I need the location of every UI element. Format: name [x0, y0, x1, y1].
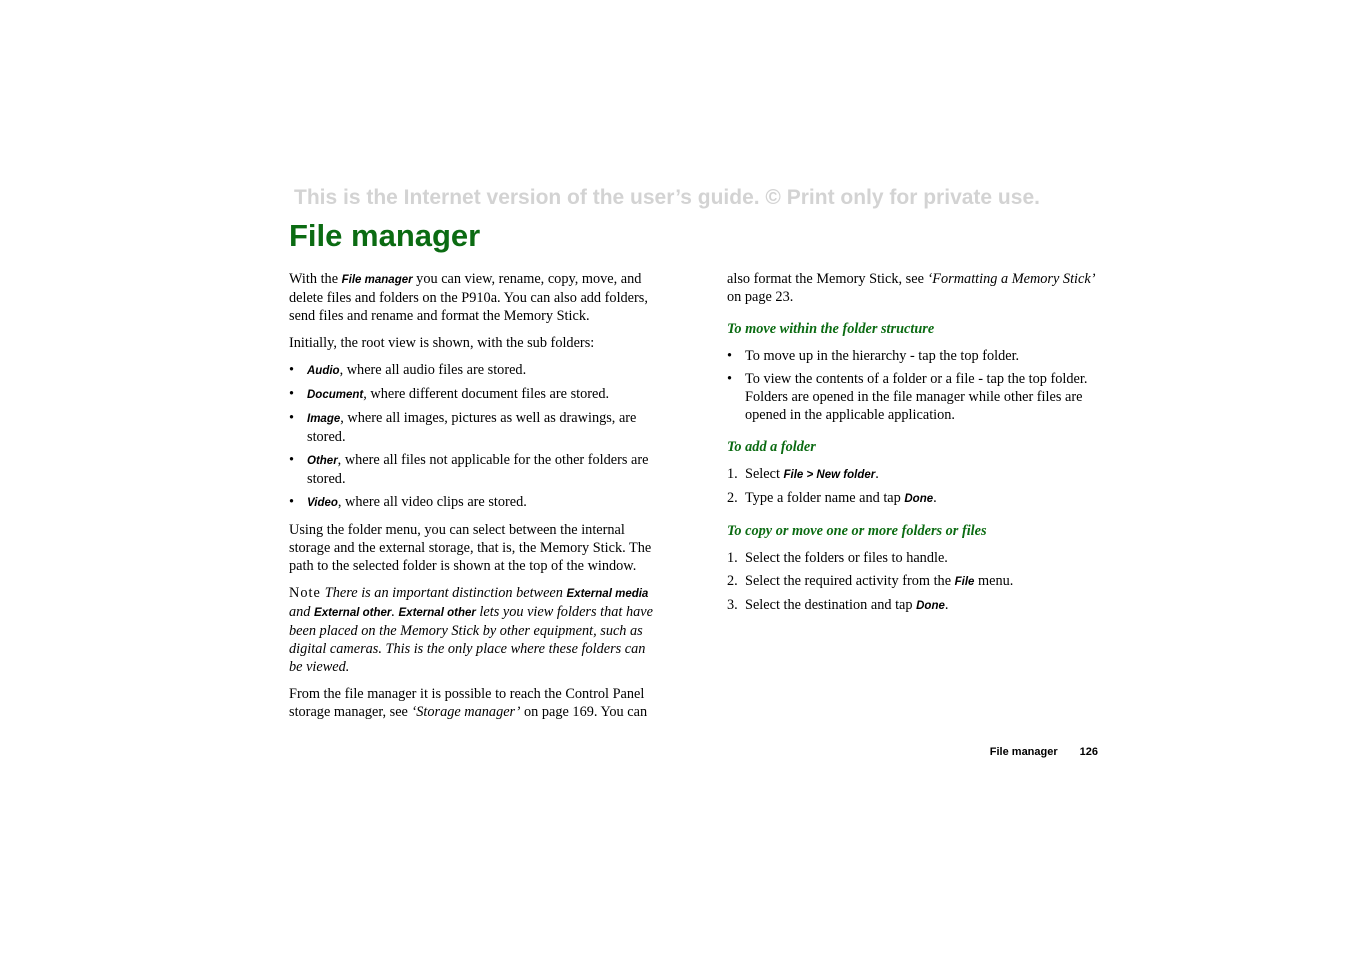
right-column	[727, 270, 1099, 624]
note-paragraph: Note There is an important distinction between External media and External other. External other lets you view folders that have been placed on the Memory Stick by other equipment, such as digital cameras. This is the only place where these folders can be viewed.	[289, 585, 653, 675]
add-folder-heading: To add a folder	[727, 439, 816, 455]
copy-move-heading: To copy or move one or more folders or files	[727, 523, 987, 539]
footer-section-title: File manager	[989, 746, 1058, 758]
intro-paragraph: With the File manager you can view, rename, copy, move, and delete files and folders on the P910a. You can also add folders, send files and rename and format the Memory Stick.	[289, 271, 648, 324]
list-item: • Document, where different document files are stored.	[289, 385, 657, 404]
list-item: • To view the contents of a folder or a file - tap the top folder. Folders are opened in the file manager while other files are opened in the applicable application.	[727, 370, 1099, 424]
move-list	[727, 347, 1099, 424]
continuation-paragraph: also format the Memory Stick, see ‘Formatting a Memory Stick’ on page 23.	[727, 271, 1096, 305]
copy-move-steps	[727, 549, 1099, 615]
list-item: • Audio, where all audio files are stored.	[289, 361, 657, 380]
left-column	[289, 270, 657, 730]
folder-name: Document	[307, 389, 364, 401]
note-label: Note	[289, 585, 321, 601]
cross-reference: ‘Formatting a Memory Stick’	[927, 271, 1096, 287]
move-heading: To move within the folder structure	[727, 321, 935, 337]
page-number: 126	[1079, 746, 1098, 758]
list-item: • To move up in the hierarchy - tap the top folder.	[727, 347, 1099, 365]
folder-name: Video	[307, 497, 338, 509]
watermark: This is the Internet version of the user’s guide. © Print only for private use.	[294, 186, 1040, 209]
folder-name: Audio	[307, 365, 340, 377]
folder-name: Other	[307, 455, 338, 467]
folder-name: Image	[307, 413, 341, 425]
storage-paragraph: From the file manager it is possible to reach the Control Panel storage manager, see ‘Storage manager’ on page 169. You can	[289, 686, 648, 720]
list-item: • Other, where all files not applicable for the other folders are stored.	[289, 451, 657, 488]
step-item: 3. Select the destination and tap Done.	[727, 597, 949, 613]
cross-reference: ‘Storage manager’	[411, 704, 521, 720]
folder-list	[289, 361, 657, 512]
root-view-paragraph: Initially, the root view is shown, with the sub folders:	[289, 335, 595, 351]
step-item: 2. Type a folder name and tap Done.	[727, 490, 937, 506]
list-item: • Image, where all images, pictures as well as drawings, are stored.	[289, 409, 657, 446]
folder-menu-paragraph: Using the folder menu, you can select between the internal storage and the external storage, that is, the Memory Stick. The path to the selected folder is shown at the top of the window.	[289, 522, 652, 574]
list-item: • Video, where all video clips are stored.	[289, 493, 657, 512]
add-folder-steps	[727, 465, 1099, 508]
page-title: File manager	[289, 218, 481, 253]
page-footer	[900, 746, 1098, 758]
step-item: 1. Select the folders or files to handle.	[727, 550, 948, 566]
step-item: 1. Select File > New folder.	[727, 466, 879, 482]
ui-term: File manager	[341, 274, 413, 286]
step-item: 2. Select the required activity from the File menu.	[727, 573, 1014, 589]
